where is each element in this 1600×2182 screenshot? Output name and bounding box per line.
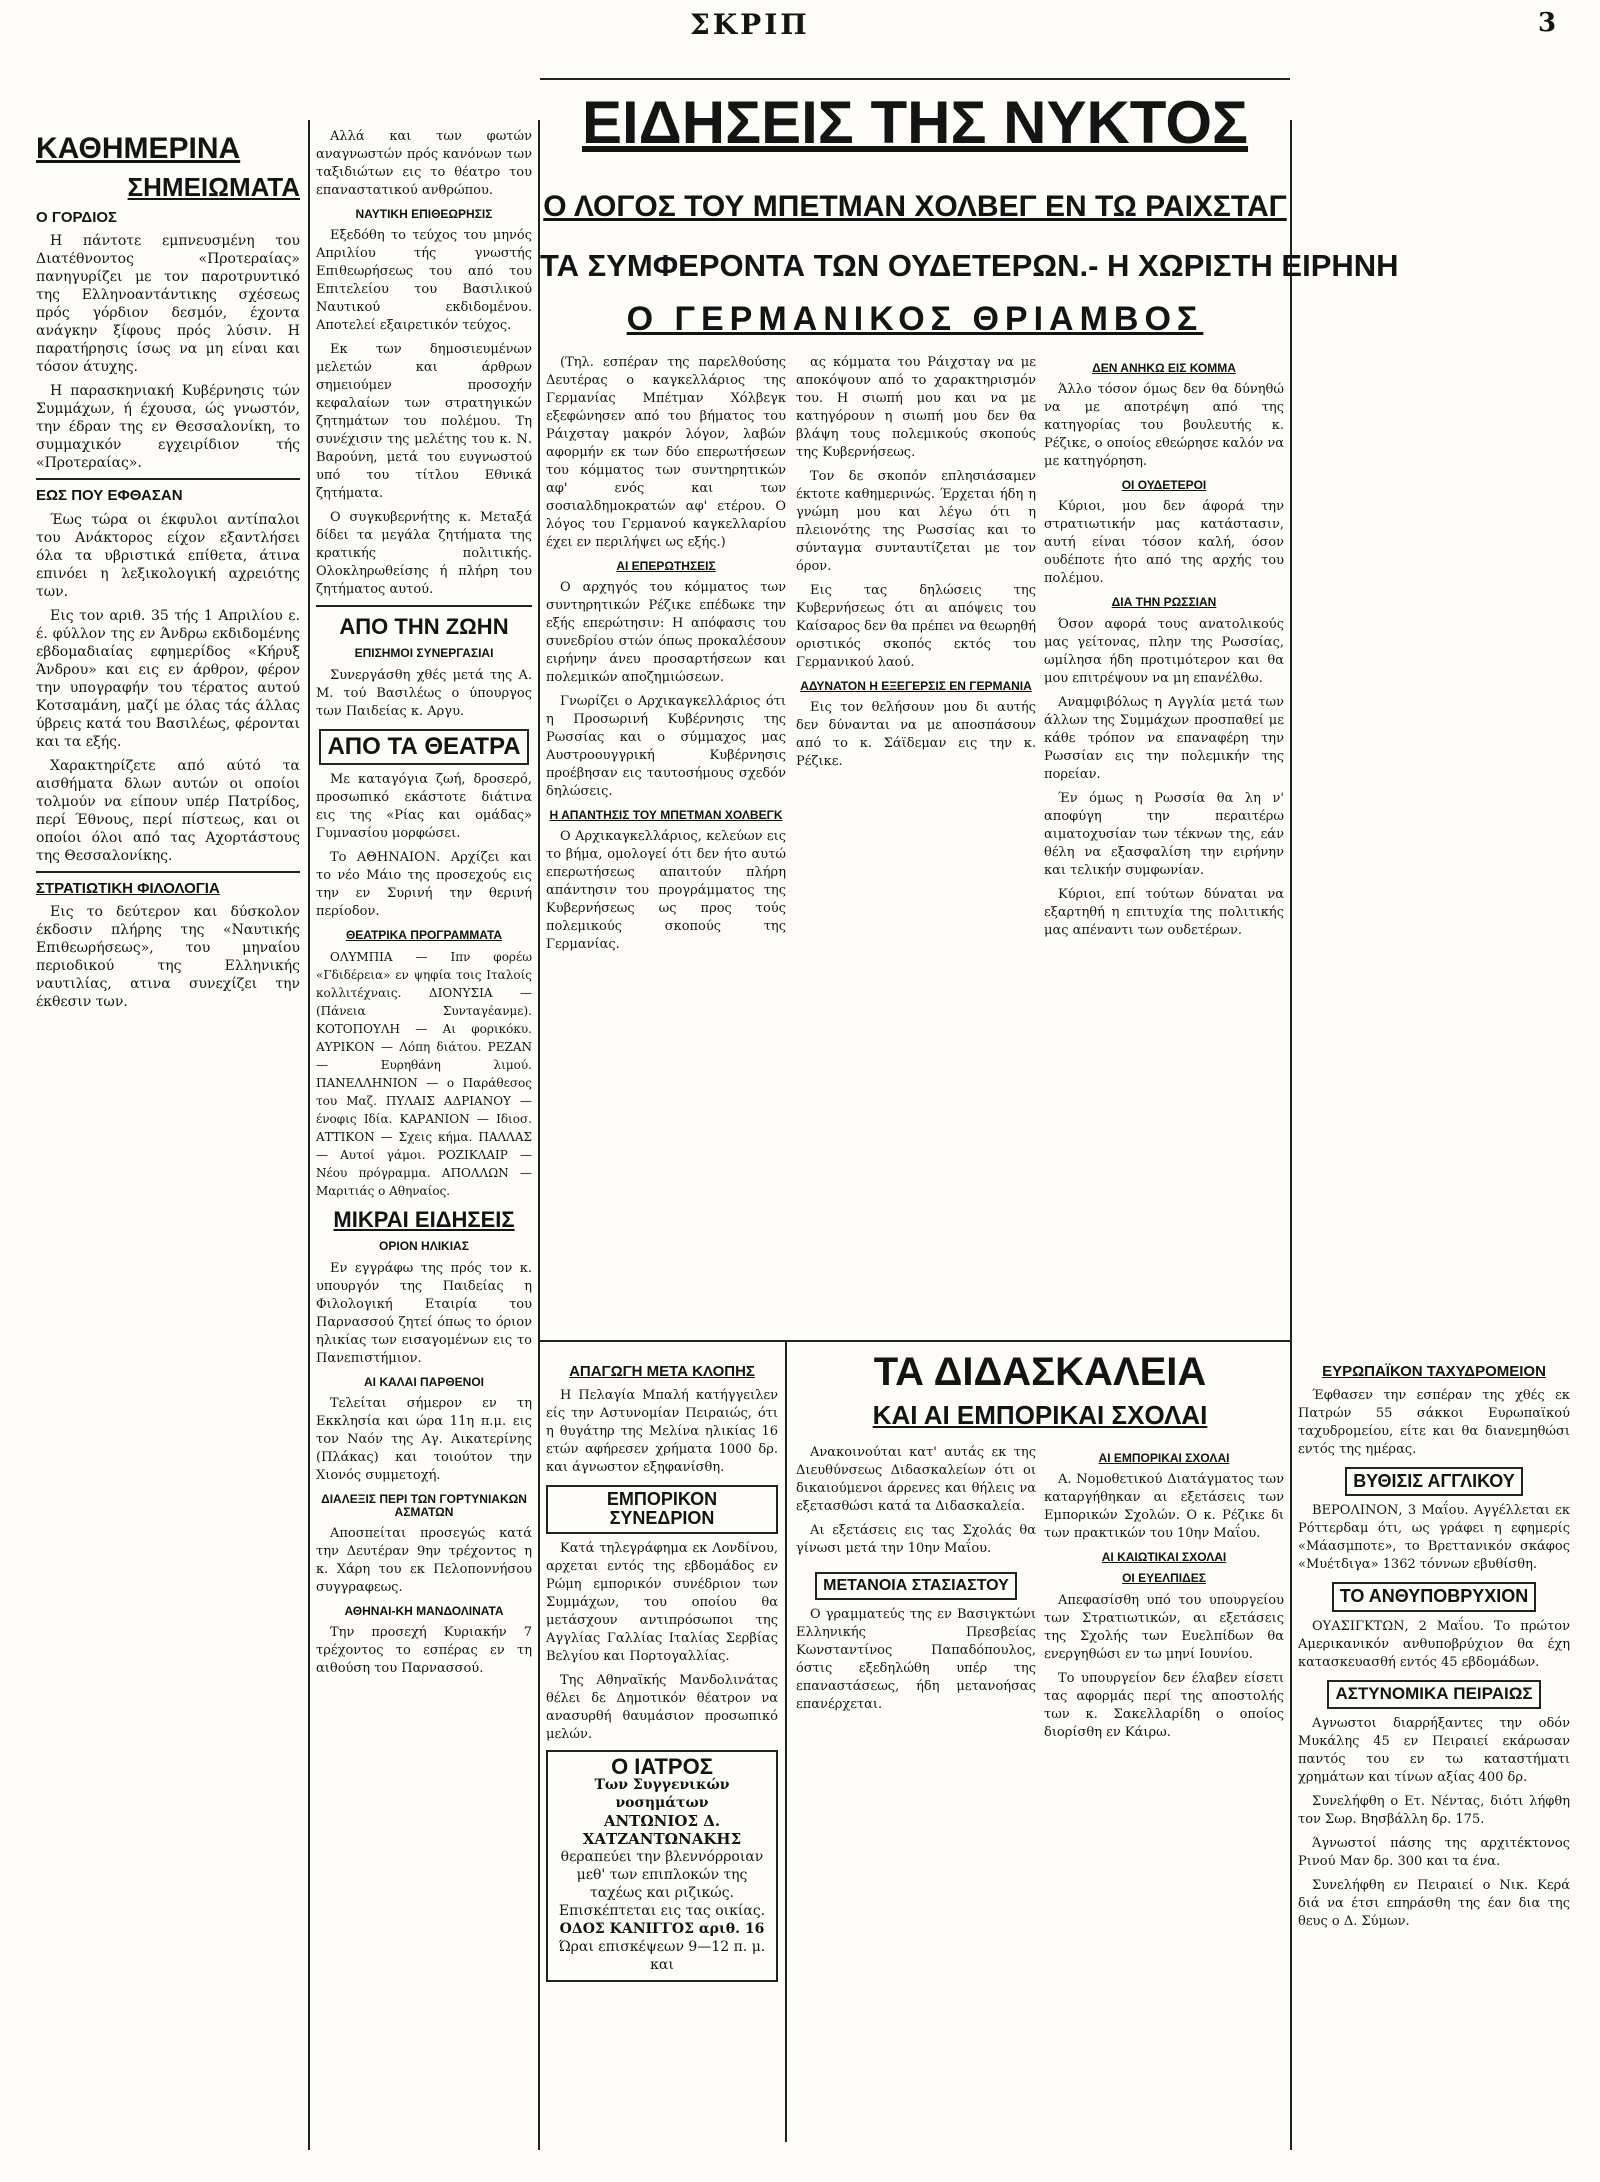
article-column [1044,354,1284,1339]
paragraph: Εις τον αριθ. 35 τής 1 Απριλίου ε. έ. φύλλον της εν Άνδρω εκδιδομένης εβδομαδιαίας εφημερίδος «Κήρυξ Άνδρου» και εις εν άρθρον, φέρον την υπογραφήν του τέρατος αυτού Κοτσαμάνη, μαζί με όλας τάς άλλας ύβρεις κατά του Βασιλέως, φέρονται και τα εξής. [36,607,300,750]
paragraph: Αγνωστοι διαρρήξαντες την οδόν Μυκάλης 45 εν Πειραιεί εκάρωσαν παντός του εν τω καταστήματι χρημάτων και τίνων αξίας 400 δρ. [1298,1715,1570,1785]
section-heading: ΑΙ ΚΑΛΑΙ ΠΑΡΘΕΝΟΙ [363,1374,484,1389]
paragraph: Κύριοι, επί τούτων δύναται να εξαρτηθή η επιτυχία της πολιτικής μας απέναντι των ουδετέρων. [1044,886,1284,938]
paragraph: Εις τας δηλώσεις της Κυβερνήσεως ότι αι απόψεις του Καίσαρος δεν θα πρέπει να θεωρηθή οριστικός σκοπός εκτός του Γερμανικού λαού. [796,583,1036,670]
paragraph: Της Αθηναϊκής Μανδολινάτας θέλει δε Δημοτικόν θέατρον να ανασυρθή θαυμάσιον προσωπικό μελών. [546,1673,778,1743]
paragraph: Έν όμως η Ρωσσία θα λη ν' αποφύγη την περαιτέρω αιματοχυσίαν των τέκνων της, εάν θέλη να εξασφαλίση την ειρήνην και τελικήν συμφωνίαν. [1044,790,1284,878]
paragraph: Όσον αφορά τους ανατολικούς μας γείτονας, πλην της Ρωσσίας, ωμίλησα ήδη προτιμότερον και θα μου επιτρέψουν να μη επανέλθω. [1044,616,1284,686]
paragraph: Αποσπείται προσεγώς κατά την Δευτέραν 9ην τρέχοντος η κ. Χάρη του εκ Πελοποννήσου συγγραφεως. [316,1526,532,1596]
section-heading: ΟΙ ΕΥΕΛΠΙΔΕΣ [1122,1571,1206,1586]
paragraph: Η παρασκηνιακή Κυβέρνησις τών Συμμάχων, ή έχουσα, ώς γνωστόν, την έδραν της εν Θεσσαλονίκη, το συμμαχικόν εγχειρίδιον τής «Προτεραίας». [36,383,300,472]
divider [316,605,532,607]
second-column [316,128,532,2148]
section-title: ΤΟ ΑΝΘΥΠΟΒΡΥΧΙΟΝ [1332,1582,1537,1612]
schools-headline: ΤΑ ΔΙΔΑΣΚΑΛΕΙΑ [873,1350,1207,1394]
paragraph: Κατά τηλεγράφημα εκ Λονδίνου, αρχεται εντός της εβδομάδος εν Ρώμη εμπορικόν συνέδριον των Συμμάχων, του οποίου θα μετάσχουν αντιπρόσωποι της Αγγλίας Γαλλίας Ιταλίας Σερβίας Βελγίου και Πορτογαλλίας. [546,1541,778,1665]
paragraph: Ο γραμματεύς της εν Βασιγκτώνι Ελληνικής Πρεσβείας Κωνσταντίνος Παπαδόπουλος, όστις εξεδηλώθη υπέρ της επαναστάσεως, ήδη μετανοήσας επανέρχεται. [796,1606,1036,1712]
ad-title: Ο ΙΑΤΡΟΣ [611,1754,713,1780]
section-heading: ΑΙ ΚΑΙΩΤΙΚΑΙ ΣΧΟΛΑΙ [1101,1550,1227,1565]
paragraph: Αλλά και των φωτών αναγνωστών πρός κανόνων των ταξιδιώτων εις το θέατρο του επαναστατικού ανθρώπου. [316,129,532,198]
section-title: ΒΥΘΙΣΙΣ ΑΓΓΛΙΚΟΥ [1345,1467,1523,1497]
paragraph: Αι εξετάσεις εις τας Σχολάς θα γίνωσι μετά την 10ην Μαΐου. [796,1523,1036,1556]
paragraph: Άλλο τόσον όμως δεν θα δύνηθώ να με αποτρέψη από της κατηγορίας του βουλευτής κ. Ρέζικε, ο οποίος εθεώρησε καλόν να με κατηγόρηση. [1044,382,1284,470]
ad-text: θεραπεύει την βλεννόρροιαν μεθ' των επιπλοκών της ταχέως και ριζικώς. Επισκέπτεται εις τας οικίας. [558,1849,766,1920]
divider [36,871,300,873]
section-heading: ΔΙΑΛΕΞΙΣ ΠΕΡΙ ΤΩΝ ΓΟΡΤΥΝΙΑΚΩΝ ΑΣΜΑΤΩΝ [321,1491,527,1519]
column-rule [785,1342,787,2142]
paragraph: Κύριοι, μου δεν άφορά την στρατιωτικήν μας κατάστασιν, αυτή είναι τόσον καλή, όσον ουδέποτε ήτο από της αρχής του πολέμου. [1044,499,1284,587]
rubric-title-1: ΚΑΘΗΜΕΡΙΝΑ [36,132,241,165]
column-rule [308,120,310,2150]
section-heading: ΕΥΡΩΠΑΪΚΟΝ ΤΑΧΥΔΡΟΜΕΙΟΝ [1322,1363,1546,1380]
paragraph: Με καταγόγια ζωή, δροσερό, προσωπικό εκάστοτε διάτινα εις της «Ρίας και ομάδας» Γυμνασίου μορφώσει. [316,771,532,841]
section-heading: ΘΕΑΤΡΙΚΑ ΠΡΟΓΡΑΜΜΑΤΑ [345,927,503,942]
section-heading: Ο ΓΟΡΔΙΟΣ [36,208,118,226]
paragraph: Ο αρχηγός του κόμματος των συντηρητικών Ρέζικε επέδωκε την εξής επερώτησιν: Η απόφασις του συνεδρίου στών όπως προκαλέσουν ειρήνην άνευ προσαρτήσεων και πολεμικών αποζημιώσεων. [546,580,786,686]
divider [36,478,300,480]
column-rule [1290,120,1292,2150]
paragraph: Αναμφιβόλως η Αγγλία μετά των άλλων της Συμμάχων προσπαθεί με κάθε τρόπον να επαναφέρη την Ρωσσίαν εις την πολεμικήν της πορείαν. [1044,694,1284,782]
paragraph: Συνεργάσθη χθές μετά της Α. Μ. τού Βασιλέως ο ύπουργος των Παιδείας κ. Αργυ. [316,667,532,719]
section-heading: ΝΑΥΤΙΚΗ ΕΠΙΘΕΩΡΗΣΙΣ [355,207,493,221]
schools-column [1044,1444,1284,2144]
lower-middle-column [546,1356,778,2146]
paragraph: Το ΑΘΗΝΑΙΟΝ. Αρχίζει και το νέο Μάιο της προσεχούς εις την εν Συρινή την θερινή περίοδον. [316,849,532,919]
section-title: ΜΕΤΑΝΟΙΑ ΣΤΑΣΙΑΣΤΟΥ [815,1572,1017,1600]
paragraph: Άγνωστοί πάσης της αρχιτέκτονος Ρινού Μαν δρ. 300 και τα ένα. [1298,1835,1570,1869]
paragraph: (Τηλ. εσπέραν της παρελθούσης Δευτέρας ο καγκελλάριος της Γερμανίας Μπέτμαν Χόλβεγκ εξεφώνησεν από του βήματος του Ράιχσταγ μακρόν λόγον, λαβών αφορμήν εκ των δύο επερωτήσεων του κόμματος των συντηρητικών αφ' ενός και των σοσιαλδημοκρατών αφ' ετέρου. Ο λόγος του Γερμανού καγκελλαρίου έχει εν περιλήψει ως εξής.) [546,355,786,550]
section-heading: ΑΔΥΝΑΤΟΝ Η ΕΞΕΓΕΡΣΙΣ ΕΝ ΓΕΡΜΑΝΙΑ [800,679,1032,693]
subheadline: ΤΑ ΣΥΜΦΕΡΟΝΤΑ ΤΩΝ ΟΥΔΕΤΕΡΩΝ.- Η ΧΩΡΙΣΤΗ ΕΙΡΗΝΗ [540,248,1399,283]
paragraph: Εξεδόθη το τεύχος του μηνός Απριλίου τής γνωστής Επιθεωρήσεως του από του Επιτελείου του Βασιλικού Ναυτικού εκδιδομένου. Αποτελεί εξαιρετικόν τεύχος. [316,228,532,334]
schools-subheadline: ΚΑΙ ΑΙ ΕΜΠΟΡΙΚΑΙ ΣΧΟΛΑΙ [872,1400,1208,1430]
section-title: ΑΣΤΥΝΟΜΙΚΑ ΠΕΙΡΑΙΩΣ [1327,1680,1540,1709]
section-heading: ΑΙ ΕΜΠΟΡΙΚΑΙ ΣΧΟΛΑΙ [1098,1451,1230,1465]
article-column [546,354,786,1339]
theatre-programme: ΟΛΥΜΠΙΑ — Ιπν φορέω «Γδιδέρεια» εν ψηφία τοις Ιταλοίς κολλιτέχναις. ΔΙΟΝΥΣΙΑ — (Πάνεια Συνταγέανμε). ΚΟΤΟΠΟΥΛΗ — Αι φορικόκυ. ΑΥΡΙΚΟΝ — Λόπη διάτου. ΡΕΖΑΝ — Ευρηθάνη λιμού. ΠΑΝΕΛΛΗΝΙΟΝ — ο Παράθεσος του Μαζ. ΠΥΛΑΙΣ ΑΔΡΙΑΝΟΥ — ένοφις Ιδία. ΚΑΡΑΝΙΟΝ — Ιδιοσ. ΑΤΤΙΚΟΝ — Σχεις κήμα. ΠΑΛΛΑΣ — Αυτοί γάμοι. ΡΟΖΙΚΛΑΙΡ — Νέου πρόγραμμα. ΑΠΟΛΛΩΝ — Μαριτιάς ο Αθηναίος. [316,950,532,1199]
paragraph: Ο Αρχικαγκελλάριος, κελεύων εις το βήμα, ομολογεί ότι δεν ήτο αυτώ επερωτήσεως απαιτούν πλήρη απάντησιν του προγράμματος της Κυβερνήσεως ως προς τούς πολεμικούς σκοπούς της Γερμανίας. [546,829,786,953]
paragraph: Εις τον θελήσουν μου δι αυτής δεν δύνανται να με αποσπάσουν από το κ. Σάϊδεμαν εις την κ. Ρέζικε. [796,700,1036,770]
section-title: ΑΠΟ ΤΑ ΘΕΑΤΡΑ [319,729,528,765]
section-heading: ΔΙΑ ΤΗΝ ΡΩΣΣΙΑΝ [1111,595,1217,610]
ad-name: ΑΝΤΩΝΙΟΣ Δ. ΧΑΤΖΑΝΤΩΝΑΚΗΣ [582,1812,742,1849]
section-heading: ΟΙ ΟΥΔΕΤΕΡΟΙ [1121,478,1207,493]
paragraph: Έφθασεν την εσπέραν της χθές εκ Πατρών 55 σάκκοι Ευρωπαϊκού ταχυδρομείου, είτε και θα διανεμηθώσι εντός της ημέρας. [1298,1387,1570,1457]
section-heading: ΣΤΡΑΤΙΩΤΙΚΗ ΦΙΛΟΛΟΓΙΑ [36,879,220,897]
subheadline: Ο ΓΕΡΜΑΝΙΚΟΣ ΘΡΙΑΜΒΟΣ [626,300,1204,338]
paragraph: Το υπουργείον δεν έλαβεν είσετι τας αφορμάς περί της αποστολής των κ. Σακελλαρίδη ο οποίος διορίσθη εν Κάιρω. [1044,1670,1284,1740]
paragraph: Α. Νομοθετικού Διατάγματος των καταργήθηκαν αι εξετάσεις των Εμπορικών Σχολών. Ο κ. Ρέζικε δι των πρακτικών του 10ην Μαΐου. [1044,1472,1284,1542]
paragraph: Εκ των δημοσιευμένων μελετών και άρθρων σημειούμεν προσοχήν κεφαλαίων των στρατηγικών ζητημάτων του πολέμου. Τη συνέχισιν της μελέτης του κ. Ν. Βαρούνη, μετά του ευγνωστού υπό του τίτλου Εθνικά ζητήματα. [316,342,532,502]
paragraph: ΟΥΑΣΙΓΚΤΩΝ, 2 Μαΐου. Το πρώτον Αμερικανικόν ανθυποβρύχιον θα έχη κατασκευασθή εντός 45 εβδομάδων. [1298,1619,1570,1671]
paragraph: Ο συγκυβερνήτης κ. Μεταξά δίδει τα μεγάλα ζητήματα της κρατικής πολιτικής. Ολοκληρωθείσης ή πλήρη του ζητήματος αυτού. [316,510,532,598]
section-heading: ΑΙ ΕΠΕΡΩΤΗΣΕΙΣ [616,559,716,573]
section-title: ΕΜΠΟΡΙΚΟΝ ΣΥΝΕΔΡΙΟΝ [546,1485,778,1535]
paragraph: Ανακοινούται κατ' αυτάς εκ της Διευθύνσεως Διδασκαλείων ότι οι δικαιούμενοι άρρενες και θήλεις να εξετασθώσι κατά τα Διδασκαλεία. [796,1445,1036,1514]
ad-address: ΟΔΟΣ ΚΑΝΙΓΓΟΣ αριθ. 16 [559,1921,765,1938]
section-title: ΑΠΟ ΤΗΝ ΖΩΗΝ [339,614,509,640]
article-column [796,354,1036,1339]
paragraph: Η πάντοτε εμπνευσμένη του Διατέθνοντος «Προτεραίας» πανηγυρίζει με τον παροτρυντικό της Ελληνοαντάντικης σχέσεως πρός γόρδιον δεσμόν, έχοντα ανάγκην ξίφους πρός λύσιν. Η παρατήρησις ίσως να μη είναι και τόσον άτυχης. [36,233,300,376]
headline: ΕΙΔΗΣΕΙΣ ΤΗΣ ΝΥΚΤΟΣ [581,89,1249,156]
masthead [0,0,1600,70]
ad-subtitle: Των Συγγενικών νοσημάτων [594,1777,730,1812]
section-heading: ΑΠΑΓΩΓΗ ΜΕΤΑ ΚΛΟΠΗΣ [569,1363,755,1380]
paragraph: Η Πελαγία Μπαλή κατήγγειλεν είς την Αστυνομίαν Πειραιώς, ότι η θυγάτηρ της Μελίνα ηλικίας 16 ετών αφήρεσεν χρήματα 1000 δρ. και άγνωστον εξηφανίσθη. [546,1387,778,1475]
section-heading: ΕΠΙΣΗΜΟΙ ΣΥΝΕΡΓΑΣΙΑΙ [354,646,494,661]
schools-column [796,1444,1036,2144]
section-heading: ΕΩΣ ΠΟΥ ΕΦΘΑΣΑΝ [36,487,183,505]
paragraph: Εις το δεύτερον και δύσκολον έκδοσιν πλήρης της «Ναυτικής Επιθεωρήσεως», του μηναίου περιοδικού της Ελληνικής ναυτιλίας, ατινα συνεχίζει την έκθεσιν των. [36,904,300,1011]
section-heading: ΟΡΙΟΝ ΗΛΙΚΙΑΣ [379,1239,469,1254]
paragraph: Έως τώρα οι έκφυλοι αντίπαλοι του Ανάκτορος είχον εξαντλήσει όλα τα υβριστικά επίθετα, άτινα επινόει η λεξικολογική αχρειότης των. [36,511,300,600]
ad-hours: Ώραι επισκέψεων 9—12 π. μ. και [558,1939,766,1974]
section-heading: ΔΕΝ ΑΝΗΚΩ ΕΙΣ ΚΟΜΜΑ [1092,361,1236,375]
subheadline: Ο ΛΟΓΟΣ ΤΟΥ ΜΠΕΤΜΑΝ ΧΟΛΒΕΓ ΕΝ ΤΩ ΡΑΙΧΣΤΑΓ [543,190,1287,223]
rubric-title-2: ΣΗΜΕΙΩΜΑΤΑ [127,172,300,202]
paragraph: ΒΕΡΟΛΙΝΟΝ, 3 Μαΐου. Αγγέλλεται εκ Ρόττερδαμ ότι, ως γράφει η εφημερίς «Μάασμποτε», το Βρεττανικόν σκάφος «Μυέτδιγα» 1362 τόννων εβυθίσθη. [1298,1503,1570,1573]
section-heading: ΑΘΗΝΑΙ-ΚΗ ΜΑΝΔΟΛΙΝΑΤΑ [344,1604,504,1619]
column-rule [538,120,540,2150]
paragraph: Τον δε σκοπόν επλησιάσαμεν έκτοτε καθημερινώς. Έρχεται ήδη η γνώμη μου και λέγω ότι η πλειονότης της Ρωσσίας και το σύνταγμα συνταυτίζεται με τον όρον. [796,469,1036,574]
headline-rule [540,78,1290,80]
page-number: 3 [1538,8,1557,38]
paragraph: Συνελήφθη ο Ετ. Νέντας, διότι λήφθη τον Σωρ. Βησβάλλη δρ. 175. [1298,1793,1570,1827]
paragraph: Απεφασίσθη υπό του υπουργείου των Στρατιωτικών, αι εξετάσεις της Σχολής των Ευελπίδων θα ενεργηθώσι εν τω μηνί Ιουνίου. [1044,1592,1284,1662]
paragraph: Εν εγγράφω της πρός τον κ. υπουργόν της Παιδείας η Φιλολογική Εταιρία του Παρνασσού ζητεί όπως το όριον ηλικίας των εισαγομένων εις το Πανεπιστήμιον. [316,1260,532,1366]
paragraph: ας κόμματα του Ράιχσταγ να με αποκόψουν από το χαρακτηρισμόν του. Η σιωπή μου και να με κατηγόρουν η σιωπή μου δεν θα βλάψη τους πολεμικούς σκοπούς της Κυβερνήσεως. [796,355,1036,460]
paragraph: Την προσεχή Κυριακήν 7 τρέχοντος το εσπέρας εν τη αιθούση του Παρνασσού. [316,1625,532,1677]
right-column [1298,1356,1570,2146]
paragraph: Τελείται σήμερον εν τη Εκκλησία και ώρα 11η π.μ. εις τον Ναόν της Αγ. Αικατερίνης (Πλάκας) και τοιούτον την Χιονός συμμετοχή. [316,1395,532,1483]
paragraph: Συνελήφθη εν Πειραιεί ο Νικ. Κερά διά να έτσι επηράσθη της έαν δια της θευς ο Δ. Σύμων. [1298,1877,1570,1929]
left-column [36,128,300,2148]
section-heading: Η ΑΠΑΝΤΗΣΙΣ ΤΟΥ ΜΠΕΤΜΑΝ ΧΟΛΒΕΓΚ [549,808,783,823]
section-title: ΜΙΚΡΑΙ ΕΙΔΗΣΕΙΣ [333,1207,515,1233]
section-rule [540,1340,1290,1342]
masthead-title: ΣΚΡΙΠ [690,8,810,41]
doctor-advertisement [546,1750,778,1982]
paragraph: Γνωρίζει ο Αρχικαγκελλάριος ότι η Προσωρινή Κυβέρνησις της Ρωσσίας και ο σύμμαχος μας Αυστροουγγρική Κυβέρνησις προέβησαν εις ταυτοσήμους σχεδόν δηλώσεις. [546,694,786,800]
paragraph: Χαρακτηρίζετε από αύτό τα αισθήματα δλων αυτών οι οποίοι τολμούν να είπουν υπέρ Πατρίδος, περί Έθνους, περί πίστεως, και οι οποίοι όλοι από τας Αχορτάστους της Θεσσαλονίκης. [36,757,300,864]
